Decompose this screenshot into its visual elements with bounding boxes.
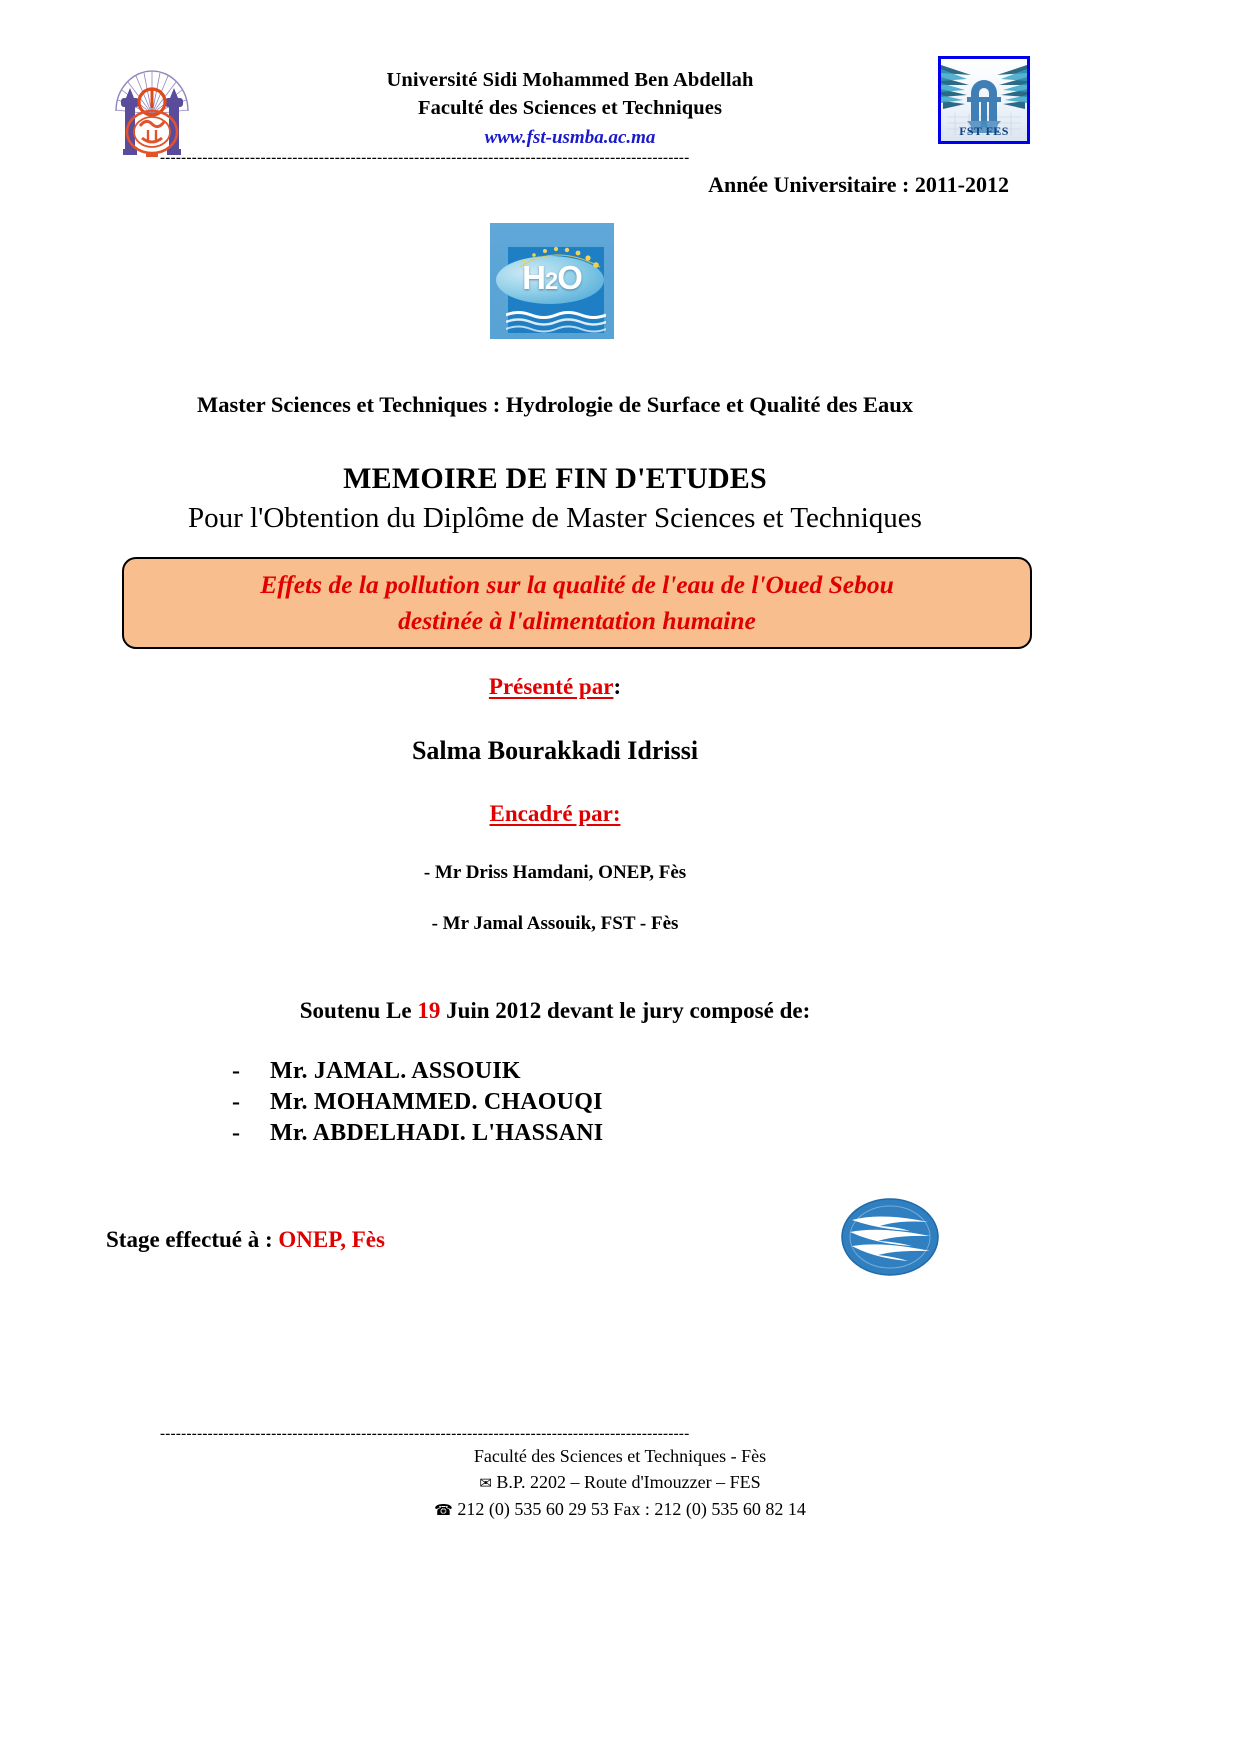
jury-bullet: - (232, 1120, 241, 1146)
header-institution-text (220, 66, 920, 152)
jury-member-name: Mr. JAMAL. ASSOUIK (270, 1058, 521, 1084)
faculty-website[interactable]: www.fst-usmba.ac.ma (484, 127, 656, 148)
document-type-title: MEMOIRE DE FIN D'ETUDES (343, 462, 767, 495)
defense-prefix: Soutenu Le (299, 998, 418, 1023)
jury-list-item (232, 1087, 932, 1118)
fst-fes-logo-icon (938, 56, 1030, 144)
thesis-title-box (122, 557, 1032, 649)
jury-list (232, 1056, 932, 1149)
mail-icon: ✉ (479, 1474, 492, 1492)
presented-by-colon: : (613, 674, 622, 699)
jury-member-name: Mr. MOHAMMED. CHAOUQI (270, 1089, 603, 1115)
thesis-title-line1: Effets de la pollution sur la qualité de l'eau de l'Oued Sebou (260, 570, 894, 599)
presented-by-label (0, 674, 1110, 700)
defense-date-line (0, 998, 1110, 1024)
defense-suffix: Juin 2012 devant le jury composé de: (440, 998, 811, 1023)
onep-logo-icon (840, 1198, 940, 1276)
jury-bullet: - (232, 1089, 241, 1115)
jury-member-name: Mr. ABDELHADI. L'HASSANI (270, 1120, 604, 1146)
footer-faculty: Faculté des Sciences et Techniques - Fès (473, 1446, 767, 1466)
footer-address: B.P. 2202 – Route d'Imouzzer – FES (491, 1472, 761, 1492)
document-purpose: Pour l'Obtention du Diplôme de Master Sciences et Techniques (188, 502, 922, 534)
internship-place: ONEP, Fès (278, 1227, 385, 1252)
jury-list-item (232, 1056, 932, 1087)
phone-icon: ☎ (434, 1501, 453, 1519)
student-name: Salma Bourakkadi Idrissi (411, 736, 699, 765)
faculty-name: Faculté des Sciences et Techniques (417, 97, 723, 119)
supervisor-item: - Mr Jamal Assouik, FST - Fès (431, 913, 679, 934)
presented-by-text: Présenté par (488, 674, 614, 699)
supervised-by-label (0, 801, 1110, 827)
supervisor-item: - Mr Driss Hamdani, ONEP, Fès (423, 862, 687, 883)
thesis-title-line2: destinée à l'alimentation humaine (398, 606, 756, 635)
internship-line (106, 1227, 385, 1253)
footer-address-line (0, 1469, 1240, 1496)
internship-label: Stage effectué à : (106, 1227, 279, 1252)
jury-bullet: - (232, 1058, 241, 1084)
fst-logo-label: FST FES (959, 124, 1009, 138)
header-divider: ---------------------------------------------------------------------------------------------------- (160, 150, 690, 166)
footer-phone: 212 (0) 535 60 29 53 Fax : 212 (0) 535 60 82 14 (452, 1499, 806, 1519)
page-footer (0, 1443, 1240, 1523)
academic-year: Année Universitaire : 2011-2012 (708, 172, 1009, 197)
master-program-title: Master Sciences et Techniques : Hydrologie de Surface et Qualité des Eaux (196, 392, 913, 417)
h2o-logo-text: H2O (522, 259, 582, 296)
jury-list-item (232, 1118, 932, 1149)
defense-day: 19 (417, 998, 441, 1023)
footer-divider: ---------------------------------------------------------------------------------------------------- (160, 1426, 690, 1442)
h2o-logo-icon (490, 223, 614, 339)
water-waves-icon (506, 309, 606, 335)
footer-phone-line (0, 1496, 1240, 1523)
university-name: Université Sidi Mohammed Ben Abdellah (386, 69, 754, 91)
supervised-by-text: Encadré par: (489, 801, 621, 826)
